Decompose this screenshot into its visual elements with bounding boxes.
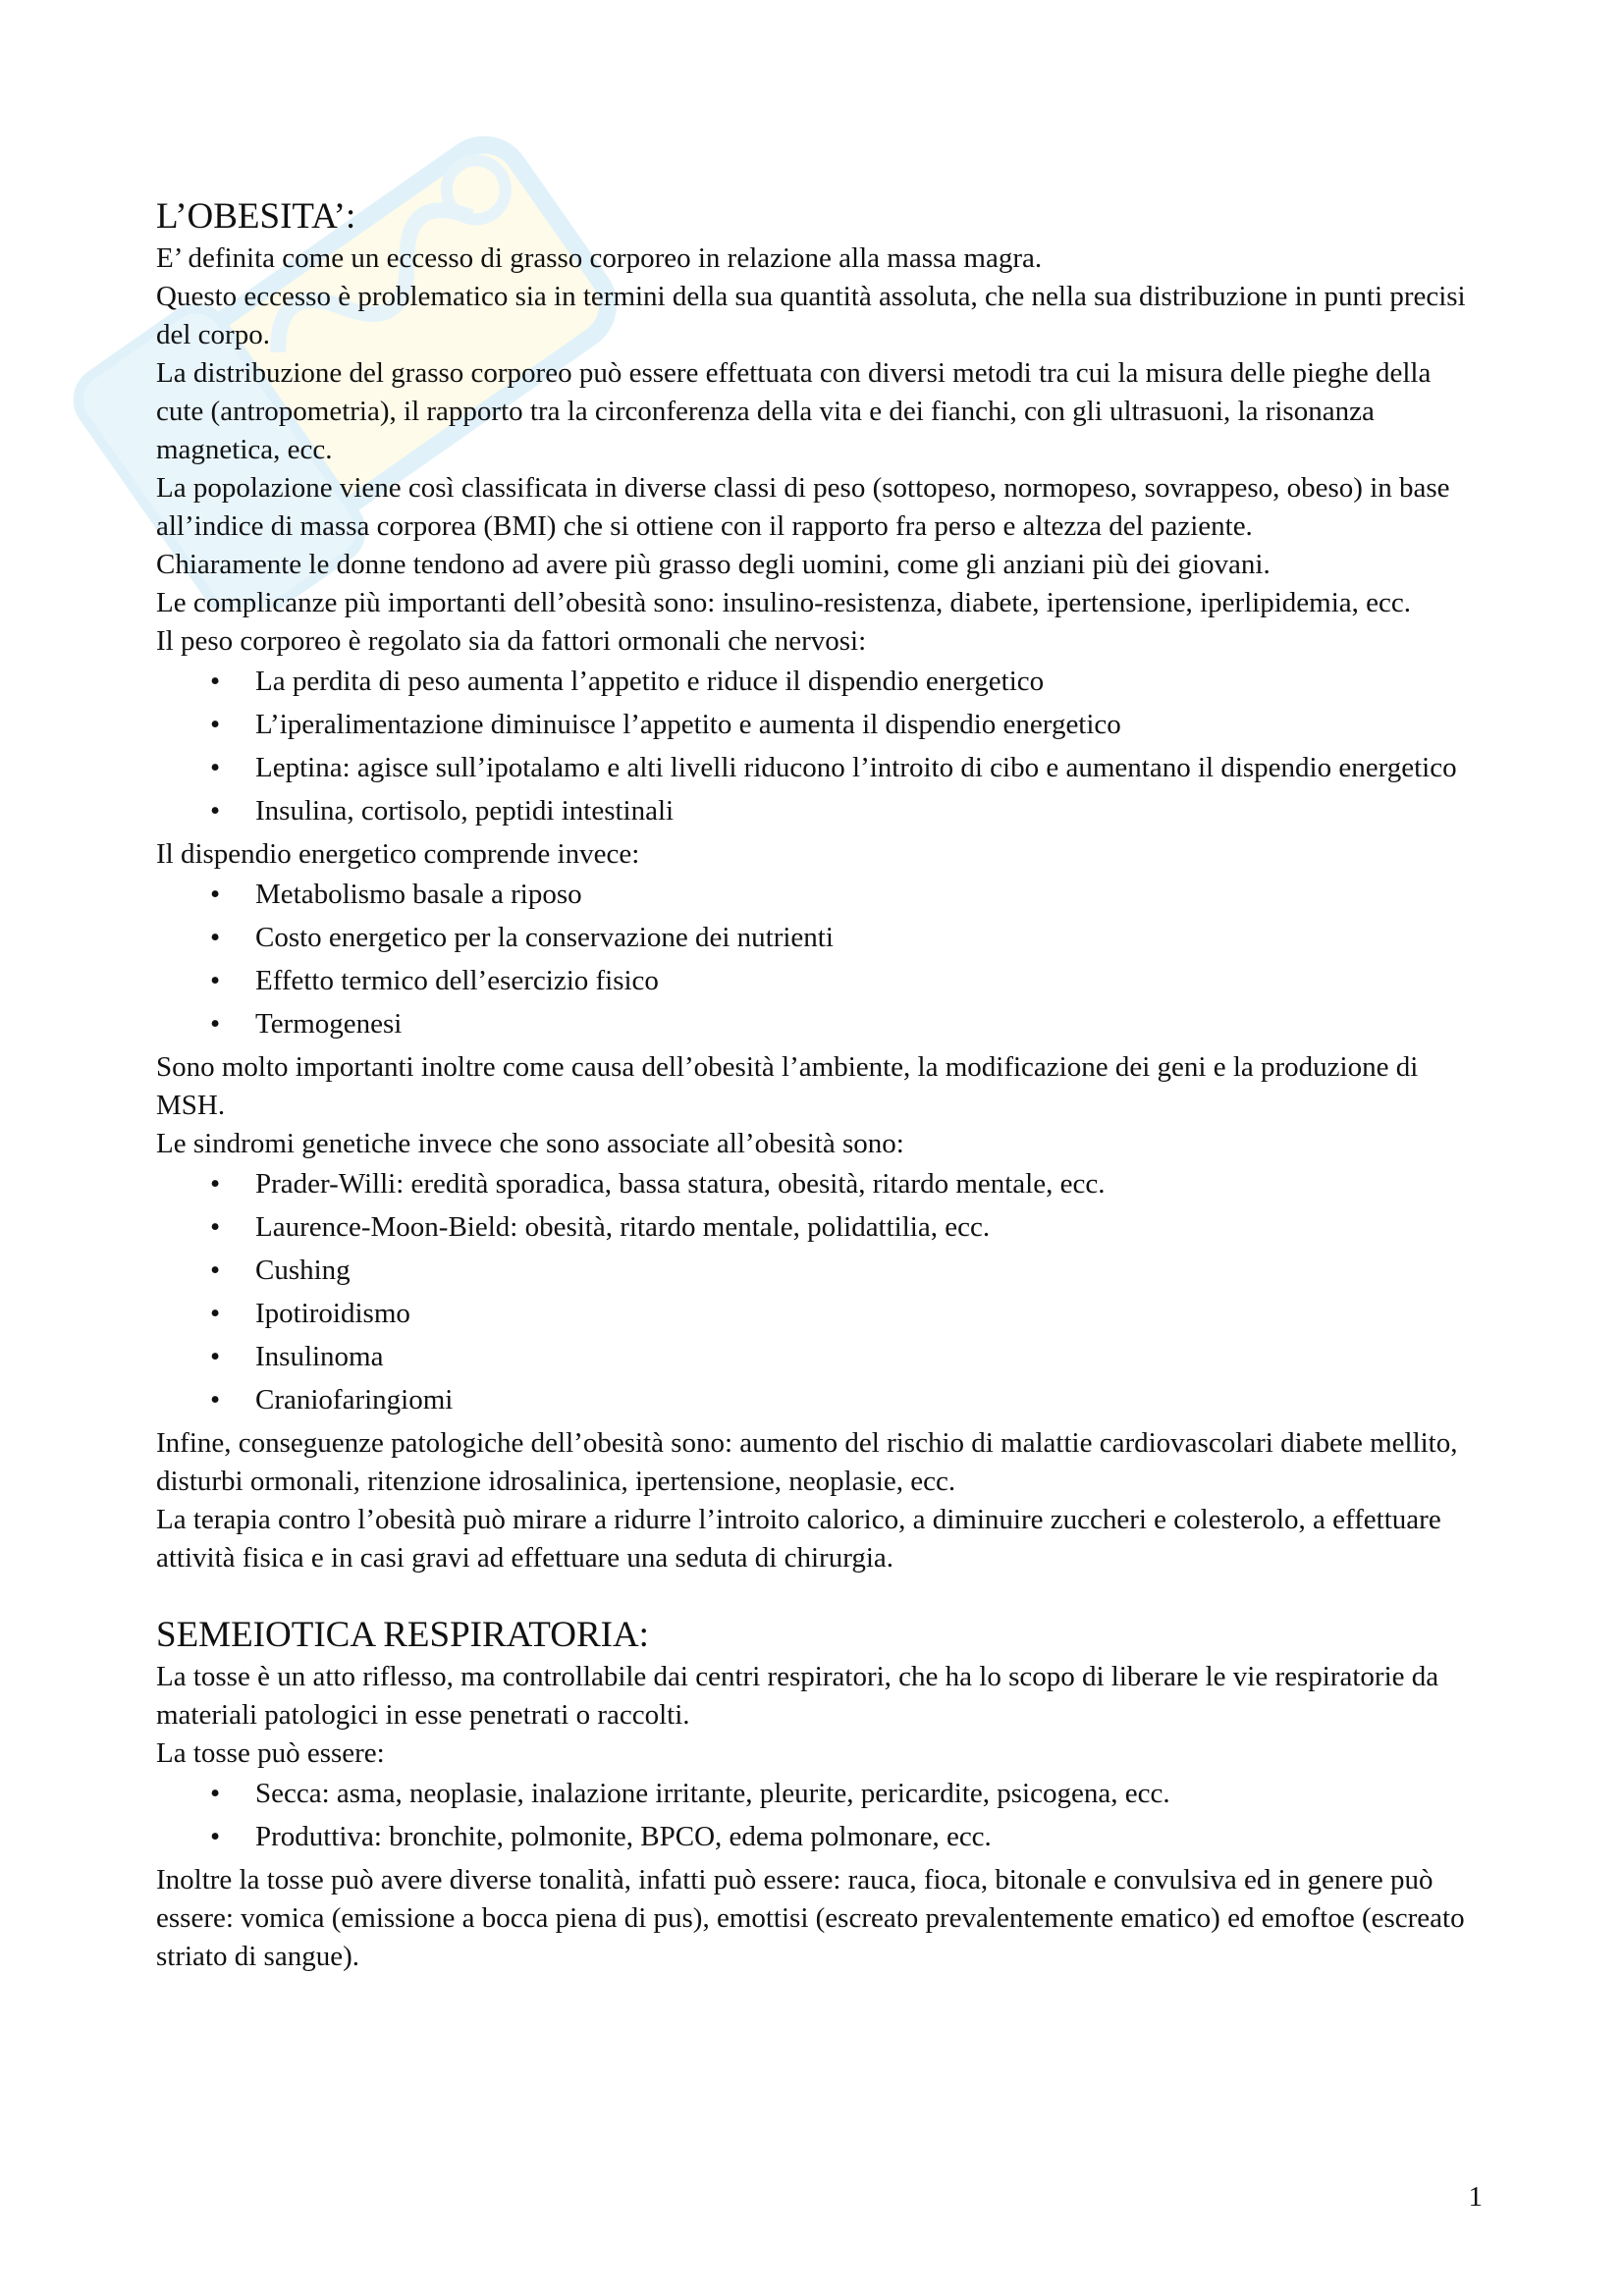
paragraph: La distribuzione del grasso corporeo può essere effettuata con diversi metodi tra cui la misura delle pieghe della cute (antropometria), il rapporto tra la circonferenza della vita e dei fianchi, con gli ultrasuoni, la risonanza magnetica, ecc.: [156, 357, 1432, 465]
list-item: • L’iperalimentazione diminuisce l’appetito e aumenta il dispendio energetico: [156, 706, 1477, 744]
paragraph: Sono molto importanti inoltre come causa dell’obesità l’ambiente, la modificazione dei geni e la produzione di MSH.: [156, 1051, 1419, 1121]
list-item: • Leptina: agisce sull’ipotalamo e alti livelli riducono l’introito di cibo e aumentano il dispendio energetico: [156, 749, 1477, 787]
bullet-list-weight-regulation: [156, 663, 1477, 830]
list-item: • Secca: asma, neoplasie, inalazione irritante, pleurite, pericardite, psicogena, ecc.: [156, 1775, 1477, 1813]
list-item: • Costo energetico per la conservazione dei nutrienti: [156, 919, 1477, 957]
list-item: • Insulina, cortisolo, peptidi intestinali: [156, 792, 1477, 830]
list-item: • Insulinoma: [156, 1338, 1477, 1376]
paragraph: La tosse può essere:: [156, 1737, 385, 1769]
paragraph: Il dispendio energetico comprende invece:: [156, 838, 640, 870]
list-item: • Termogenesi: [156, 1005, 1477, 1043]
paragraph: La popolazione viene così classificata in diverse classi di peso (sottopeso, normopeso, sovrappeso, obeso) in base all’indice di massa corporea (BMI) che si ottiene con il rapporto fra perso e altezza del paziente.: [156, 472, 1450, 542]
list-item: • Prader-Willi: eredità sporadica, bassa statura, obesità, ritardo mentale, ecc.: [156, 1165, 1477, 1203]
list-item: • Laurence-Moon-Bield: obesità, ritardo mentale, polidattilia, ecc.: [156, 1208, 1477, 1247]
paragraph: La tosse è un atto riflesso, ma controllabile dai centri respiratori, che ha lo scopo di liberare le vie respiratorie da materiali patologici in esse penetrati o raccolti.: [156, 1661, 1439, 1731]
list-item: • Produttiva: bronchite, polmonite, BPCO, edema polmonare, ecc.: [156, 1818, 1477, 1856]
paragraph: La terapia contro l’obesità può mirare a ridurre l’introito calorico, a diminuire zuccheri e colesterolo, a effettuare attività fisica e in casi gravi ad effettuare una seduta di chirurgia.: [156, 1504, 1441, 1574]
page-number: 1: [1468, 2181, 1483, 2213]
paragraph: E’ definita come un eccesso di grasso corporeo in relazione alla massa magra.: [156, 242, 1043, 274]
paragraph: Questo eccesso è problematico sia in termini della sua quantità assoluta, che nella sua distribuzione in punti precisi del corpo.: [156, 281, 1466, 350]
document-body: [156, 194, 1477, 1976]
bullet-list-genetic-syndromes: [156, 1165, 1477, 1419]
paragraph: Chiaramente le donne tendono ad avere più grasso degli uomini, come gli anziani più dei giovani.: [156, 549, 1271, 580]
bullet-list-cough-types: [156, 1775, 1477, 1856]
list-item: • Metabolismo basale a riposo: [156, 876, 1477, 914]
list-item: • Effetto termico dell’esercizio fisico: [156, 962, 1477, 1000]
paragraph: Le complicanze più importanti dell’obesità sono: insulino-resistenza, diabete, ipertensione, iperlipidemia, ecc.: [156, 587, 1411, 618]
list-item: • Cushing: [156, 1252, 1477, 1290]
section-title-semeiotica: SEMEIOTICA RESPIRATORIA:: [156, 1615, 649, 1655]
bullet-list-energy-expenditure: [156, 876, 1477, 1043]
list-item: • Ipotiroidismo: [156, 1295, 1477, 1333]
section-title-obesita: L’OBESITA’:: [156, 196, 356, 237]
list-item: • La perdita di peso aumenta l’appetito e riduce il dispendio energetico: [156, 663, 1477, 701]
list-item: • Craniofaringiomi: [156, 1381, 1477, 1419]
paragraph: Il peso corporeo è regolato sia da fattori ormonali che nervosi:: [156, 625, 867, 657]
paragraph: Le sindromi genetiche invece che sono associate all’obesità sono:: [156, 1128, 904, 1159]
paragraph: Inoltre la tosse può avere diverse tonalità, infatti può essere: rauca, fioca, bitonale e convulsiva ed in genere può essere: vomica (emissione a bocca piena di pus), emottisi (escreato prevalentemente ematico) ed emoftoe (escreato striato di sangue).: [156, 1864, 1465, 1972]
paragraph: Infine, conseguenze patologiche dell’obesità sono: aumento del rischio di malattie cardiovascolari diabete mellito, disturbi ormonali, ritenzione idrosalinica, ipertensione, neoplasie, ecc.: [156, 1427, 1458, 1497]
